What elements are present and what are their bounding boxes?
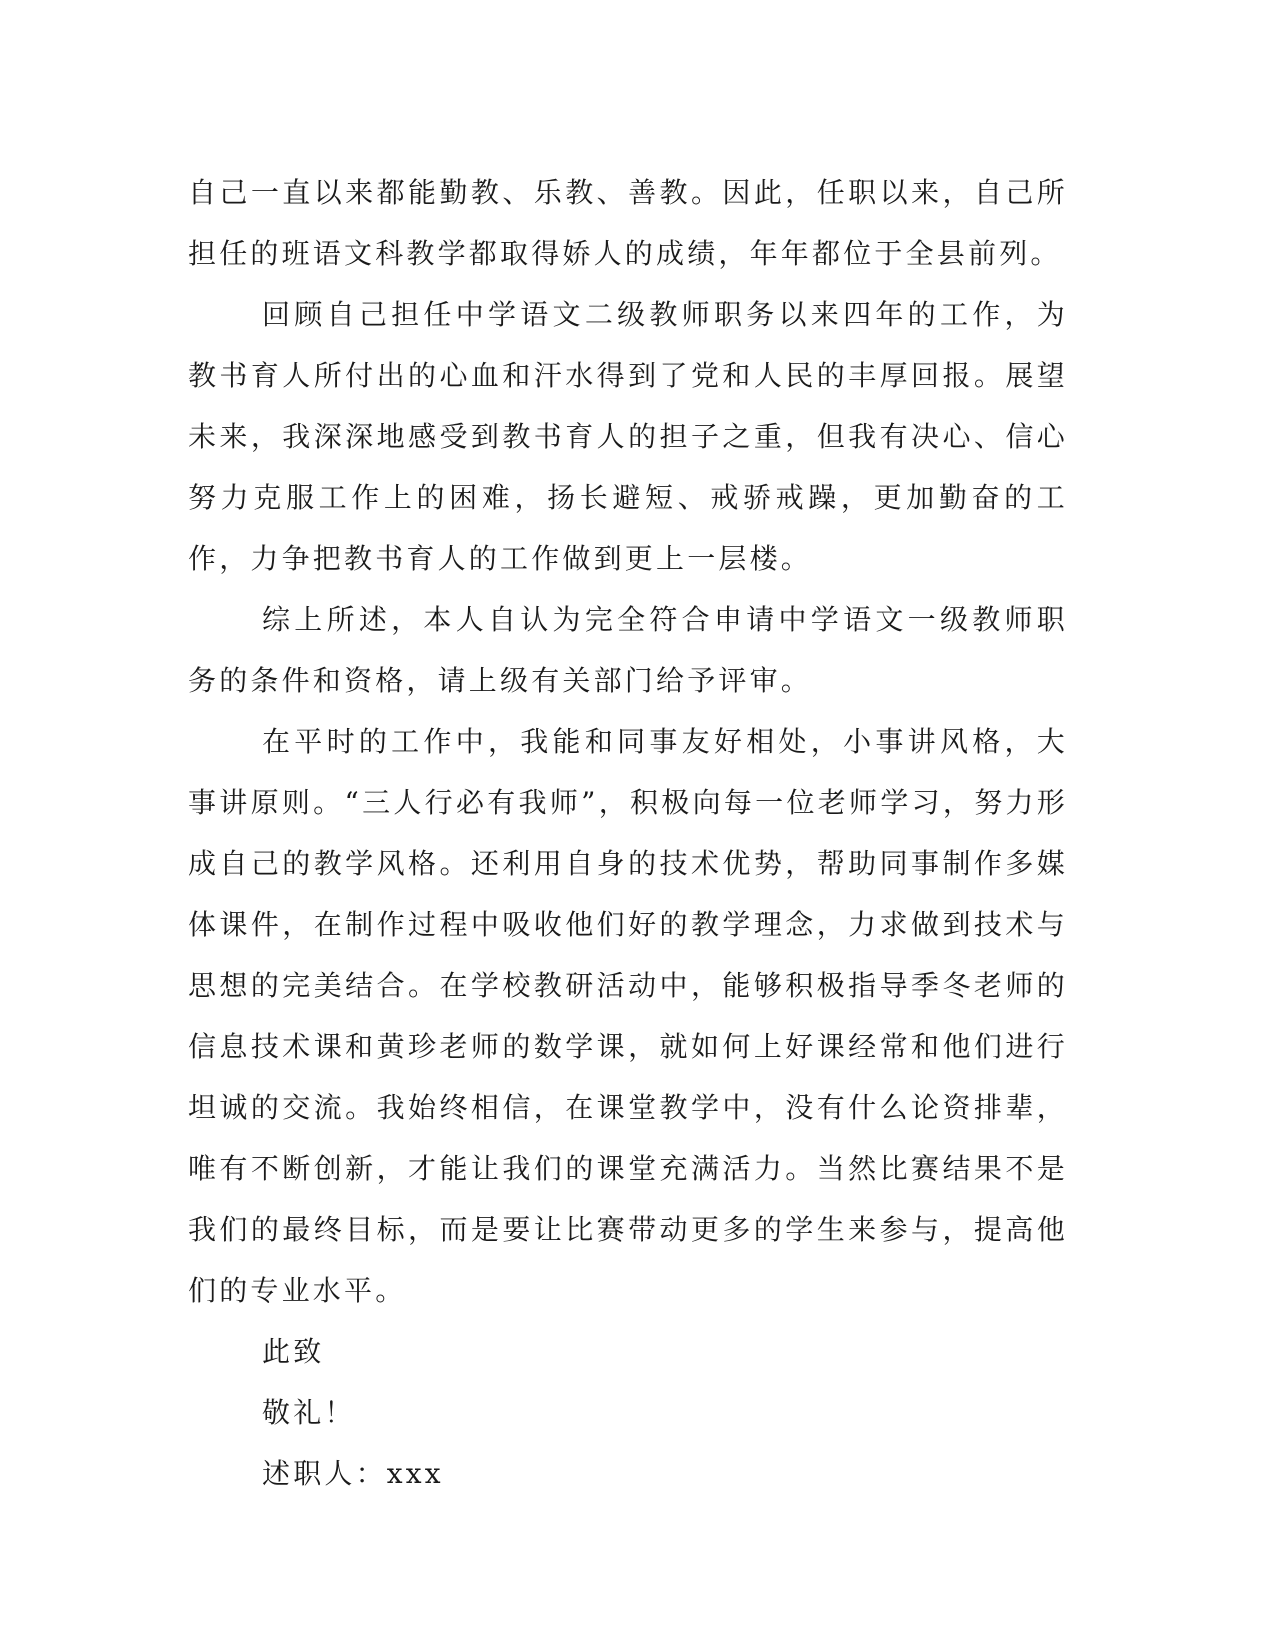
paragraph-2: 回顾自己担任中学语文二级教师职务以来四年的工作，为教书育人所付出的心血和汗水得到了党和人民的丰厚回报。展望未来，我深深地感受到教书育人的担子之重，但我有决心、信心努力克服工作上的困难，扬长避短、戒骄戒躁，更加勤奋的工作，力争把教书育人的工作做到更上一层楼。 bbox=[188, 298, 1068, 575]
paragraph-1: 自己一直以来都能勤教、乐教、善教。因此，任职以来，自己所担任的班语文科教学都取得娇人的成绩，年年都位于全县前列。 bbox=[188, 176, 1068, 270]
paragraph-3: 综上所述，本人自认为完全符合申请中学语文一级教师职务的条件和资格，请上级有关部门给予评审。 bbox=[188, 603, 1068, 697]
closing-regards: 敬礼！ bbox=[262, 1396, 356, 1429]
document-body bbox=[188, 162, 1068, 1504]
signature-line: 述职人：xxx bbox=[262, 1457, 444, 1490]
closing-salutation: 此致 bbox=[262, 1335, 325, 1368]
paragraph-4: 在平时的工作中，我能和同事友好相处，小事讲风格，大事讲原则。“三人行必有我师”，积极向每一位老师学习，努力形成自己的教学风格。还利用自身的技术优势，帮助同事制作多媒体课件，在制作过程中吸收他们好的教学理念，力求做到技术与思想的完美结合。在学校教研活动中，能够积极指导季冬老师的信息技术课和黄珍老师的数学课，就如何上好课经常和他们进行坦诚的交流。我始终相信，在课堂教学中，没有什么论资排辈，唯有不断创新，才能让我们的课堂充满活力。当然比赛结果不是我们的最终目标，而是要让比赛带动更多的学生来参与，提高他们的专业水平。 bbox=[188, 725, 1068, 1307]
